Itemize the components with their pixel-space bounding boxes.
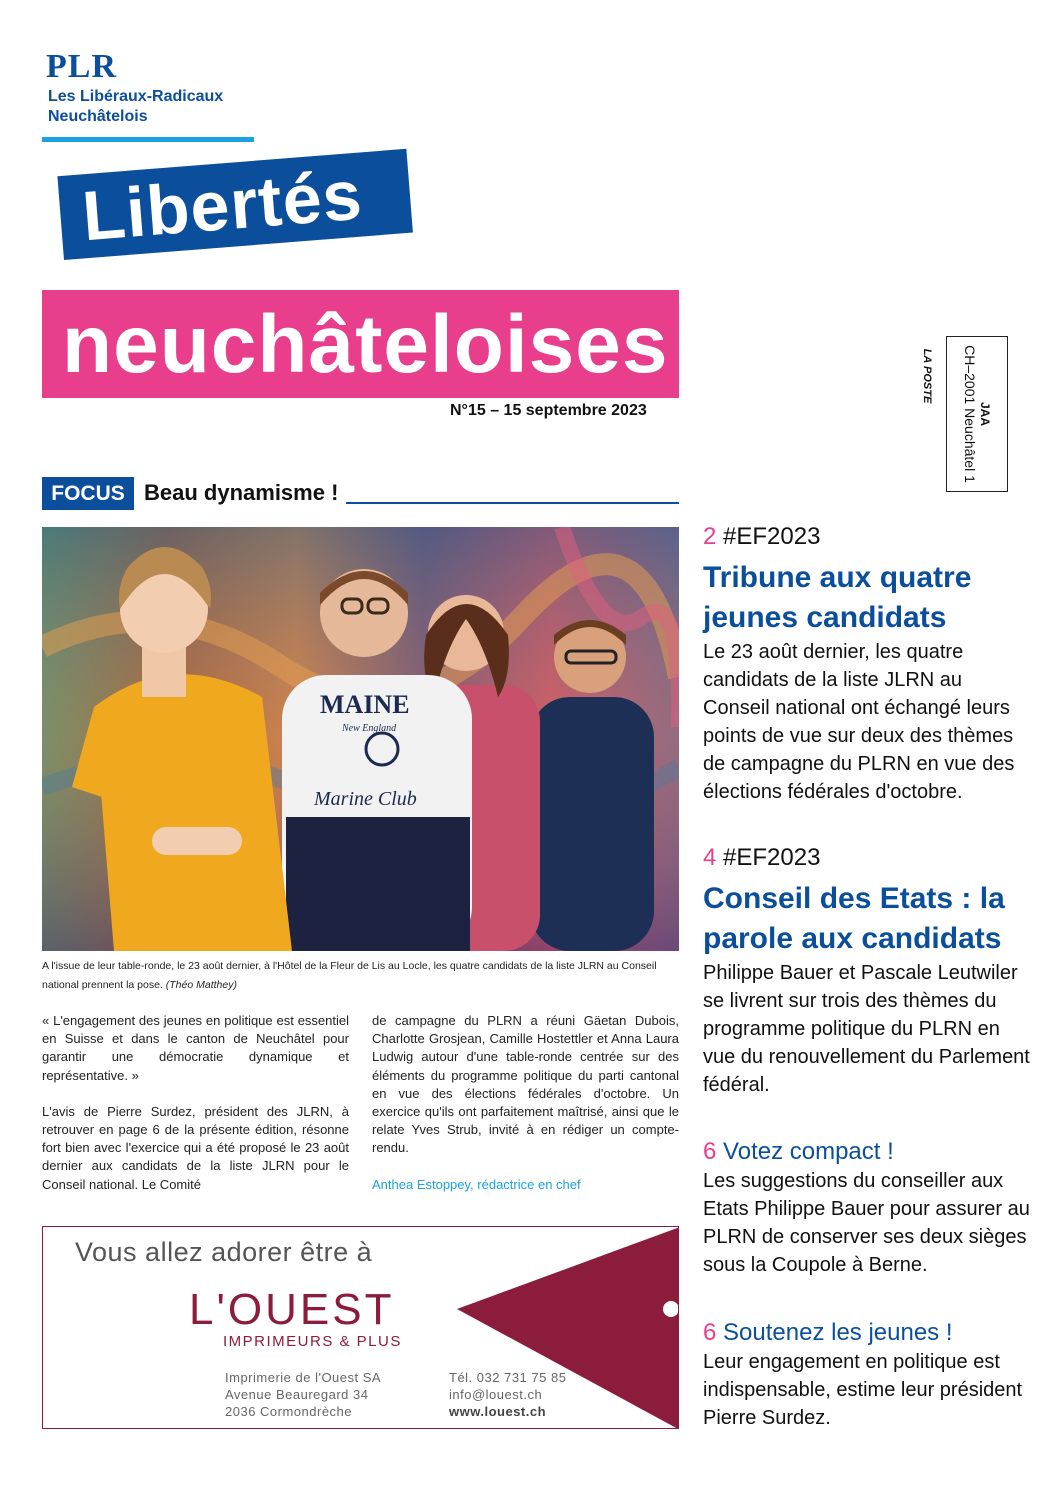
caption-credit: (Théo Matthey) bbox=[165, 979, 237, 991]
louest-logo: L'OUEST bbox=[189, 1285, 395, 1334]
sidebar-item-3[interactable] bbox=[703, 1137, 1033, 1279]
sidebar-item-1-kicker bbox=[703, 522, 1033, 552]
ad-phone: Tél. 032 731 75 85 bbox=[449, 1370, 567, 1385]
sidebar-item-2[interactable] bbox=[703, 843, 1033, 1099]
issue-number: N°15 – 15 septembre 2023 bbox=[450, 402, 647, 419]
focus-tag: FOCUS bbox=[42, 477, 134, 510]
ad-email[interactable]: info@louest.ch bbox=[449, 1387, 543, 1402]
sidebar-item-2-text: Philippe Bauer et Pascale Leutwiler se livrent sur trois des thèmes du programme politique du PLRN en vue du renouvellement du Parlement fédéral. bbox=[703, 962, 1030, 1096]
ad-contact bbox=[449, 1369, 566, 1420]
la-poste-text: LA POSTE bbox=[921, 348, 933, 404]
sidebar-item-1-headline-l1: Tribune aux quatre bbox=[703, 561, 972, 594]
focus-rule bbox=[346, 502, 679, 504]
ad-address-line3: 2036 Cormondrèche bbox=[225, 1404, 353, 1419]
advertisement-louest[interactable] bbox=[42, 1226, 679, 1429]
sidebar-item-2-kicker bbox=[703, 843, 1033, 873]
sidebar-item-2-headline bbox=[703, 879, 1033, 959]
ad-headline: Vous allez adorer être à bbox=[75, 1237, 373, 1267]
sidebar-item-2-headline-l2: parole aux candidats bbox=[703, 922, 1002, 955]
article-column-1 bbox=[42, 1012, 349, 1212]
louest-tagline: IMPRIMEURS & PLUS bbox=[223, 1333, 402, 1350]
sidebar-item-2-headline-l1: Conseil des Etats : la bbox=[703, 882, 1005, 915]
sidebar-item-1-text: Le 23 août dernier, les quatre candidats de la liste JLRN au Conseil national ont échangé leurs points de vue sur deux des thèmes de campagne du PLRN en vue des élections fédérales d'octobre. bbox=[703, 641, 1015, 803]
postal-code: JAA bbox=[978, 401, 992, 427]
sidebar-item-1-headline bbox=[703, 558, 1033, 638]
title-line2: neuchâteloises bbox=[62, 299, 669, 390]
sidebar-item-4-text: Leur engagement en politique est indispensable, estime leur président Pierre Surdez. bbox=[703, 1351, 1023, 1429]
ad-address-line2: Avenue Beauregard 34 bbox=[225, 1387, 369, 1402]
title-line1: Libertés bbox=[79, 155, 366, 256]
sidebar-item-1-headline-l2: jeunes candidats bbox=[703, 601, 947, 634]
postal-city: CH–2001 Neuchâtel 1 bbox=[962, 345, 978, 483]
shirt-text-maine: MAINE bbox=[320, 690, 410, 719]
sidebar-item-1-page: 2 bbox=[703, 523, 717, 550]
article-paragraph-1: L'avis de Pierre Surdez, président des JLRN, à retrouver en page 6 de la présente édition, résonne fort bien avec l'exercice qui a été proposé le 23 août dernier aux candidats de la liste JLRN pour le Conseil national. Le Comité bbox=[42, 1103, 349, 1192]
org-name-line1: Les Libéraux-Radicaux bbox=[48, 88, 224, 105]
shirt-text-region: New England bbox=[342, 723, 397, 734]
sidebar-item-4-kicker bbox=[703, 1318, 1033, 1348]
ad-address bbox=[225, 1369, 381, 1420]
ad-address-line1: Imprimerie de l'Ouest SA bbox=[225, 1370, 382, 1385]
photo-caption bbox=[42, 957, 679, 995]
sidebar-item-3-text: Les suggestions du conseiller aux Etats Philippe Bauer pour assurer au PLRN de conserver ses deux sièges sous la Coupole à Berne. bbox=[703, 1170, 1030, 1276]
caption-text: A l'issue de leur table-ronde, le 23 août dernier, à l'Hôtel de la Fleur de Lis au Locle, les quatre candidats de la liste JLRN au Conseil national prennent la pose. bbox=[42, 960, 657, 991]
article-column-2 bbox=[372, 1012, 679, 1212]
sidebar-item-2-hashtag: #EF2023 bbox=[723, 844, 821, 871]
sidebar-item-4[interactable] bbox=[703, 1318, 1033, 1432]
article-paragraph-2: de campagne du PLRN a réuni Gäetan Dubois, Charlotte Grosjean, Camille Hostettler et Anna Laura Ludwig autour d'une table-ronde centrée sur des éléments du programme politique du parti cantonal en vue des élections fédérales d'octobre. Un exercice qu'ils ont parfaitement maîtrisé, ainsi que le relate Yves Strub, invité à en rédiger un compte-rendu. bbox=[372, 1013, 679, 1156]
candidates-photo bbox=[42, 527, 679, 951]
title-block-blue bbox=[57, 149, 413, 260]
title-block-pink bbox=[42, 290, 679, 398]
la-poste-logo bbox=[914, 338, 940, 414]
sidebar-item-3-page: 6 bbox=[703, 1138, 717, 1165]
sidebar-item-1[interactable] bbox=[703, 522, 1033, 806]
shirt-text-club: Marine Club bbox=[314, 788, 417, 810]
sidebar-item-4-title: Soutenez les jeunes ! bbox=[723, 1319, 953, 1346]
sidebar-item-4-page: 6 bbox=[703, 1319, 717, 1346]
plr-logo: PLR bbox=[46, 48, 117, 85]
sidebar-item-3-kicker bbox=[703, 1137, 1033, 1167]
sidebar-item-1-hashtag: #EF2023 bbox=[723, 523, 821, 550]
org-name-line2: Neuchâtelois bbox=[48, 108, 148, 125]
ad-website[interactable]: www.louest.ch bbox=[449, 1404, 547, 1419]
postal-box bbox=[946, 336, 1008, 492]
article-quote: « L'engagement des jeunes en politique est essentiel en Suisse et dans le canton de Neuchâtel pour garantir une démocratie dynamique et représentative. » bbox=[42, 1013, 349, 1083]
focus-title: Beau dynamisme ! bbox=[144, 480, 339, 505]
sidebar-item-2-page: 4 bbox=[703, 844, 717, 871]
article-signature: Anthea Estoppey, rédactrice en chef bbox=[372, 1176, 581, 1192]
sidebar-item-3-title: Votez compact ! bbox=[723, 1138, 894, 1165]
logo-underline bbox=[42, 137, 254, 142]
